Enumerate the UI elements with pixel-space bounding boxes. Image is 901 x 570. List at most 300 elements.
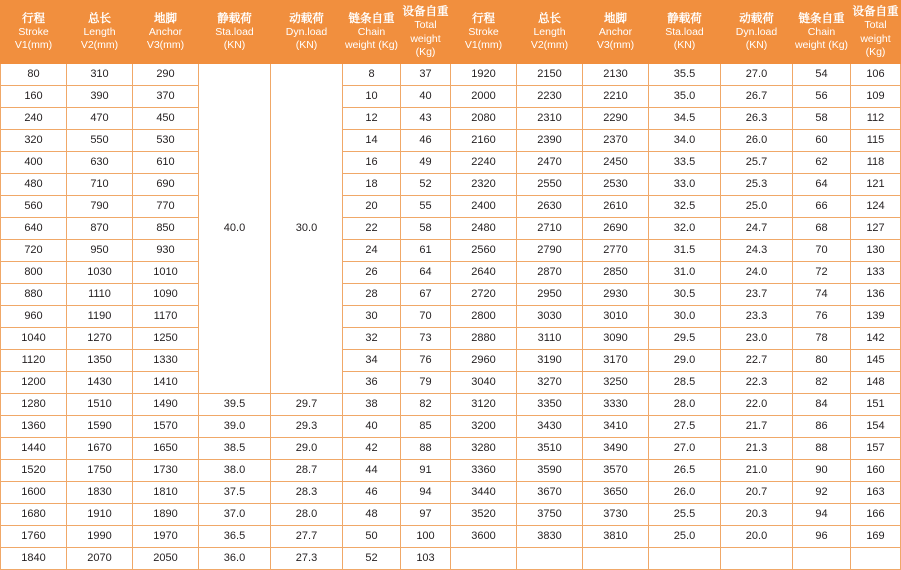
table-row — [1, 327, 901, 349]
header-cn: 动载荷 — [289, 12, 324, 25]
table-row — [1, 305, 901, 327]
header-en: Sta.load — [215, 25, 254, 38]
cell-length-left: 1910 — [67, 503, 133, 525]
cell-anchor-left: 450 — [133, 107, 199, 129]
cell-static-load-left: 38.0 — [199, 459, 271, 481]
cell-static-load-left: 36.0 — [199, 547, 271, 569]
cell-anchor-right: 2290 — [583, 107, 649, 129]
cell-length-left: 390 — [67, 85, 133, 107]
header-en: Total — [864, 19, 887, 32]
cell-total-weight-left: 91 — [401, 459, 451, 481]
cell-length-right: 2230 — [517, 85, 583, 107]
cell-total-weight-right: 106 — [851, 63, 901, 85]
cell-chain-weight-right: 68 — [793, 217, 851, 239]
cell-dynamic-load-left: 29.3 — [271, 415, 343, 437]
cell-chain-weight-left: 32 — [343, 327, 401, 349]
cell-chain-weight-right: 90 — [793, 459, 851, 481]
cell-total-weight-right: 169 — [851, 525, 901, 547]
cell-length-right: 3590 — [517, 459, 583, 481]
cell-length-right — [517, 547, 583, 569]
header-cn: 静载荷 — [217, 12, 252, 25]
cell-chain-weight-left: 16 — [343, 151, 401, 173]
header-unit: (KN) — [295, 39, 318, 52]
cell-anchor-right: 3810 — [583, 525, 649, 547]
cell-stroke-left: 160 — [1, 85, 67, 107]
cell-chain-weight-left: 18 — [343, 173, 401, 195]
cell-chain-weight-left: 40 — [343, 415, 401, 437]
cell-stroke-right: 3040 — [451, 371, 517, 393]
cell-length-left: 2070 — [67, 547, 133, 569]
cell-dynamic-load-right: 27.0 — [721, 63, 793, 85]
column-header-total-weight-left — [401, 1, 451, 64]
column-header-dynamic-load-left — [271, 1, 343, 64]
cell-length-right: 2550 — [517, 173, 583, 195]
cell-total-weight-left: 85 — [401, 415, 451, 437]
cell-static-load-left: 38.5 — [199, 437, 271, 459]
cell-anchor-left: 690 — [133, 173, 199, 195]
cell-total-weight-left: 46 — [401, 129, 451, 151]
cell-total-weight-left: 70 — [401, 305, 451, 327]
cell-chain-weight-right: 56 — [793, 85, 851, 107]
cell-anchor-right: 3010 — [583, 305, 649, 327]
cell-dynamic-load-left: 29.0 — [271, 437, 343, 459]
cell-static-load-right: 32.0 — [649, 217, 721, 239]
cell-stroke-left: 1520 — [1, 459, 67, 481]
cell-total-weight-right: 121 — [851, 173, 901, 195]
cell-length-right: 2870 — [517, 261, 583, 283]
header-en: Length — [83, 25, 116, 38]
cell-length-right: 2790 — [517, 239, 583, 261]
cell-length-left: 1990 — [67, 525, 133, 547]
header-en: Total — [414, 19, 437, 32]
cell-chain-weight-right: 72 — [793, 261, 851, 283]
cell-length-right: 3350 — [517, 393, 583, 415]
column-header-chain-weight-left — [343, 1, 401, 64]
cell-dynamic-load-right: 26.0 — [721, 129, 793, 151]
header-cn: 行程 — [472, 12, 495, 25]
cell-chain-weight-right: 64 — [793, 173, 851, 195]
cell-static-load-right: 31.5 — [649, 239, 721, 261]
header-unit: weight (Kg) — [794, 39, 849, 52]
cell-dynamic-load-left: 28.3 — [271, 481, 343, 503]
cell-length-left: 1830 — [67, 481, 133, 503]
cell-chain-weight-left: 24 — [343, 239, 401, 261]
cell-stroke-right: 2880 — [451, 327, 517, 349]
table-row — [1, 459, 901, 481]
cell-stroke-right: 2240 — [451, 151, 517, 173]
cell-chain-weight-right: 84 — [793, 393, 851, 415]
column-header-anchor-left — [133, 1, 199, 64]
cell-anchor-left: 370 — [133, 85, 199, 107]
cell-total-weight-right: 163 — [851, 481, 901, 503]
cell-dynamic-load-right: 23.7 — [721, 283, 793, 305]
header-unit: (KN) — [673, 39, 696, 52]
cell-dynamic-load-left: 27.7 — [271, 525, 343, 547]
header-row — [1, 1, 901, 64]
cell-length-left: 1750 — [67, 459, 133, 481]
cell-chain-weight-left: 28 — [343, 283, 401, 305]
cell-dynamic-load-left-merged: 30.0 — [271, 63, 343, 393]
header-unit: V3(mm) — [146, 39, 185, 52]
cell-dynamic-load-right: 25.0 — [721, 195, 793, 217]
header-unit: V1(mm) — [14, 39, 53, 52]
cell-anchor-right: 2610 — [583, 195, 649, 217]
cell-anchor-right: 3170 — [583, 349, 649, 371]
cell-stroke-right: 3280 — [451, 437, 517, 459]
cell-length-left: 1110 — [67, 283, 133, 305]
cell-stroke-right: 3520 — [451, 503, 517, 525]
header-cn: 行程 — [22, 12, 45, 25]
cell-static-load-right: 25.5 — [649, 503, 721, 525]
cell-total-weight-right: 154 — [851, 415, 901, 437]
cell-length-right: 3270 — [517, 371, 583, 393]
header-unit: weight (Kg) — [410, 32, 441, 58]
cell-stroke-right: 2800 — [451, 305, 517, 327]
cell-length-left: 870 — [67, 217, 133, 239]
cell-stroke-left: 320 — [1, 129, 67, 151]
cell-length-left: 1510 — [67, 393, 133, 415]
cell-static-load-left: 37.0 — [199, 503, 271, 525]
cell-total-weight-right: 112 — [851, 107, 901, 129]
column-header-static-load-right — [649, 1, 721, 64]
cell-total-weight-right: 118 — [851, 151, 901, 173]
cell-total-weight-right: 133 — [851, 261, 901, 283]
cell-anchor-left: 1490 — [133, 393, 199, 415]
cell-total-weight-left: 52 — [401, 173, 451, 195]
cell-stroke-right: 2640 — [451, 261, 517, 283]
cell-stroke-right — [451, 547, 517, 569]
cell-chain-weight-left: 52 — [343, 547, 401, 569]
cell-static-load-left: 39.5 — [199, 393, 271, 415]
cell-length-left: 470 — [67, 107, 133, 129]
cell-anchor-left: 2050 — [133, 547, 199, 569]
table-row — [1, 239, 901, 261]
cell-anchor-left: 1410 — [133, 371, 199, 393]
header-en: Anchor — [598, 25, 633, 38]
header-unit: (KN) — [745, 39, 768, 52]
table-row — [1, 107, 901, 129]
cell-total-weight-left: 100 — [401, 525, 451, 547]
header-unit: V2(mm) — [80, 39, 119, 52]
cell-static-load-right: 31.0 — [649, 261, 721, 283]
cell-total-weight-right: 127 — [851, 217, 901, 239]
cell-anchor-left: 1570 — [133, 415, 199, 437]
header-cn: 链条自重 — [348, 12, 395, 25]
cell-total-weight-left: 67 — [401, 283, 451, 305]
cell-dynamic-load-right: 23.0 — [721, 327, 793, 349]
cell-stroke-left: 720 — [1, 239, 67, 261]
cell-chain-weight-right: 94 — [793, 503, 851, 525]
cell-static-load-right: 33.5 — [649, 151, 721, 173]
table-row — [1, 151, 901, 173]
cell-anchor-right: 3250 — [583, 371, 649, 393]
cell-stroke-left: 1600 — [1, 481, 67, 503]
table-row — [1, 63, 901, 85]
cell-total-weight-right: 157 — [851, 437, 901, 459]
column-header-stroke-left — [1, 1, 67, 64]
cell-chain-weight-left: 48 — [343, 503, 401, 525]
cell-static-load-right: 28.5 — [649, 371, 721, 393]
cell-static-load-right: 32.5 — [649, 195, 721, 217]
table-row — [1, 547, 901, 569]
cell-length-right: 2630 — [517, 195, 583, 217]
cell-chain-weight-left: 20 — [343, 195, 401, 217]
cell-chain-weight-right: 54 — [793, 63, 851, 85]
cell-chain-weight-right: 96 — [793, 525, 851, 547]
cell-chain-weight-right: 82 — [793, 371, 851, 393]
column-header-length-right — [517, 1, 583, 64]
cell-dynamic-load-left: 28.0 — [271, 503, 343, 525]
cell-stroke-left: 880 — [1, 283, 67, 305]
cell-stroke-left: 560 — [1, 195, 67, 217]
cell-stroke-left: 960 — [1, 305, 67, 327]
cell-anchor-right: 3410 — [583, 415, 649, 437]
cell-anchor-left: 1650 — [133, 437, 199, 459]
cell-length-right: 3510 — [517, 437, 583, 459]
cell-total-weight-right: 160 — [851, 459, 901, 481]
cell-static-load-right: 29.5 — [649, 327, 721, 349]
cell-anchor-left: 770 — [133, 195, 199, 217]
table-row — [1, 195, 901, 217]
cell-dynamic-load-right: 24.3 — [721, 239, 793, 261]
cell-anchor-right: 3090 — [583, 327, 649, 349]
table-row — [1, 371, 901, 393]
header-en: Sta.load — [665, 25, 704, 38]
table-row — [1, 481, 901, 503]
cell-length-right: 2470 — [517, 151, 583, 173]
header-unit: V3(mm) — [596, 39, 635, 52]
header-cn: 动载荷 — [739, 12, 774, 25]
cell-stroke-left: 1040 — [1, 327, 67, 349]
cell-stroke-left: 1120 — [1, 349, 67, 371]
cell-dynamic-load-left: 29.7 — [271, 393, 343, 415]
cell-total-weight-right: 109 — [851, 85, 901, 107]
cell-total-weight-left: 73 — [401, 327, 451, 349]
cell-length-left: 950 — [67, 239, 133, 261]
cell-chain-weight-left: 26 — [343, 261, 401, 283]
cell-total-weight-right: 145 — [851, 349, 901, 371]
cell-stroke-left: 1360 — [1, 415, 67, 437]
table-header — [1, 1, 901, 64]
cell-total-weight-left: 82 — [401, 393, 451, 415]
column-header-length-left — [67, 1, 133, 64]
cell-dynamic-load-right: 25.7 — [721, 151, 793, 173]
cell-anchor-right: 2530 — [583, 173, 649, 195]
column-header-total-weight-right — [851, 1, 901, 64]
header-en: Length — [533, 25, 566, 38]
cell-static-load-right: 35.0 — [649, 85, 721, 107]
cell-stroke-right: 2480 — [451, 217, 517, 239]
cell-static-load-right: 26.5 — [649, 459, 721, 481]
cell-length-left: 1350 — [67, 349, 133, 371]
cell-anchor-right: 2850 — [583, 261, 649, 283]
cell-chain-weight-left: 50 — [343, 525, 401, 547]
cell-dynamic-load-right: 24.7 — [721, 217, 793, 239]
cell-anchor-left: 1250 — [133, 327, 199, 349]
cell-static-load-left: 37.5 — [199, 481, 271, 503]
cell-length-right: 2710 — [517, 217, 583, 239]
cell-dynamic-load-right: 20.0 — [721, 525, 793, 547]
cell-stroke-right: 3600 — [451, 525, 517, 547]
header-unit: weight (Kg) — [344, 39, 399, 52]
cell-stroke-left: 800 — [1, 261, 67, 283]
cell-total-weight-left: 79 — [401, 371, 451, 393]
cell-dynamic-load-right: 21.3 — [721, 437, 793, 459]
cell-chain-weight-right: 86 — [793, 415, 851, 437]
cell-anchor-left: 1730 — [133, 459, 199, 481]
cell-anchor-left: 1330 — [133, 349, 199, 371]
header-cn: 总长 — [538, 12, 561, 25]
table-row — [1, 415, 901, 437]
cell-total-weight-left: 97 — [401, 503, 451, 525]
header-unit: (KN) — [223, 39, 246, 52]
header-en: Chain — [807, 25, 836, 38]
cell-length-left: 1590 — [67, 415, 133, 437]
table-row — [1, 437, 901, 459]
header-cn: 设备自重 — [402, 6, 449, 18]
cell-stroke-left: 1840 — [1, 547, 67, 569]
cell-stroke-left: 1440 — [1, 437, 67, 459]
cell-anchor-right: 2690 — [583, 217, 649, 239]
cell-length-right: 2150 — [517, 63, 583, 85]
cell-stroke-right: 3200 — [451, 415, 517, 437]
cell-stroke-left: 1280 — [1, 393, 67, 415]
header-cn: 地脚 — [154, 12, 177, 25]
cell-anchor-left: 610 — [133, 151, 199, 173]
cell-dynamic-load-right: 25.3 — [721, 173, 793, 195]
cell-anchor-left: 1010 — [133, 261, 199, 283]
cell-length-left: 310 — [67, 63, 133, 85]
cell-anchor-right: 3650 — [583, 481, 649, 503]
cell-stroke-left: 640 — [1, 217, 67, 239]
cell-dynamic-load-right: 26.3 — [721, 107, 793, 129]
header-cn: 链条自重 — [798, 12, 845, 25]
cell-stroke-right: 1920 — [451, 63, 517, 85]
cell-anchor-right: 2370 — [583, 129, 649, 151]
cell-length-left: 1190 — [67, 305, 133, 327]
cell-total-weight-left: 94 — [401, 481, 451, 503]
cell-anchor-right: 2130 — [583, 63, 649, 85]
cell-anchor-left: 850 — [133, 217, 199, 239]
cell-chain-weight-right: 92 — [793, 481, 851, 503]
table-row — [1, 261, 901, 283]
cell-stroke-left: 80 — [1, 63, 67, 85]
cell-length-left: 1030 — [67, 261, 133, 283]
cell-dynamic-load-left: 27.3 — [271, 547, 343, 569]
cell-chain-weight-right: 76 — [793, 305, 851, 327]
cell-chain-weight-left: 36 — [343, 371, 401, 393]
cell-total-weight-left: 103 — [401, 547, 451, 569]
cell-dynamic-load-right: 23.3 — [721, 305, 793, 327]
table-row — [1, 525, 901, 547]
header-cn: 地脚 — [604, 12, 627, 25]
cell-chain-weight-right: 58 — [793, 107, 851, 129]
cell-chain-weight-right: 78 — [793, 327, 851, 349]
cell-static-load-right: 28.0 — [649, 393, 721, 415]
cell-anchor-right — [583, 547, 649, 569]
header-unit: V2(mm) — [530, 39, 569, 52]
cell-stroke-left: 1200 — [1, 371, 67, 393]
cell-total-weight-right: 115 — [851, 129, 901, 151]
cell-static-load-right: 30.5 — [649, 283, 721, 305]
cell-dynamic-load-right: 24.0 — [721, 261, 793, 283]
cell-static-load-right: 30.0 — [649, 305, 721, 327]
cell-total-weight-left: 49 — [401, 151, 451, 173]
cell-anchor-right: 2770 — [583, 239, 649, 261]
table-row — [1, 283, 901, 305]
cell-length-left: 630 — [67, 151, 133, 173]
cell-chain-weight-right: 88 — [793, 437, 851, 459]
cell-total-weight-right: 139 — [851, 305, 901, 327]
cell-total-weight-left: 76 — [401, 349, 451, 371]
header-en: Chain — [357, 25, 386, 38]
cell-total-weight-left: 61 — [401, 239, 451, 261]
cell-chain-weight-right: 66 — [793, 195, 851, 217]
cell-length-right: 3110 — [517, 327, 583, 349]
cell-static-load-left-merged: 40.0 — [199, 63, 271, 393]
cell-length-left: 790 — [67, 195, 133, 217]
header-cn: 设备自重 — [852, 6, 899, 18]
cell-stroke-right: 2720 — [451, 283, 517, 305]
cell-total-weight-right: 148 — [851, 371, 901, 393]
cell-anchor-left: 1890 — [133, 503, 199, 525]
cell-total-weight-right — [851, 547, 901, 569]
table-row — [1, 129, 901, 151]
cell-dynamic-load-right: 21.7 — [721, 415, 793, 437]
cell-anchor-left: 1090 — [133, 283, 199, 305]
cell-total-weight-right: 130 — [851, 239, 901, 261]
cell-total-weight-right: 151 — [851, 393, 901, 415]
cell-stroke-right: 2000 — [451, 85, 517, 107]
table-row — [1, 85, 901, 107]
cell-stroke-right: 3440 — [451, 481, 517, 503]
cell-anchor-left: 1970 — [133, 525, 199, 547]
cell-stroke-right: 3120 — [451, 393, 517, 415]
cell-length-right: 3430 — [517, 415, 583, 437]
cell-static-load-right — [649, 547, 721, 569]
cell-anchor-left: 290 — [133, 63, 199, 85]
cell-anchor-left: 530 — [133, 129, 199, 151]
header-unit: weight (Kg) — [860, 32, 891, 58]
cell-stroke-right: 2400 — [451, 195, 517, 217]
cell-stroke-left: 400 — [1, 151, 67, 173]
cell-chain-weight-right: 70 — [793, 239, 851, 261]
cell-chain-weight-right: 74 — [793, 283, 851, 305]
cell-chain-weight-left: 38 — [343, 393, 401, 415]
cell-static-load-right: 27.0 — [649, 437, 721, 459]
cell-stroke-left: 240 — [1, 107, 67, 129]
cell-anchor-left: 1170 — [133, 305, 199, 327]
cell-dynamic-load-right: 22.7 — [721, 349, 793, 371]
cell-stroke-right: 3360 — [451, 459, 517, 481]
cell-length-left: 1270 — [67, 327, 133, 349]
cell-chain-weight-left: 42 — [343, 437, 401, 459]
cell-total-weight-right: 142 — [851, 327, 901, 349]
table-row — [1, 503, 901, 525]
cell-total-weight-right: 166 — [851, 503, 901, 525]
cell-dynamic-load-left: 28.7 — [271, 459, 343, 481]
header-en: Anchor — [148, 25, 183, 38]
cell-length-right: 2390 — [517, 129, 583, 151]
cell-chain-weight-right — [793, 547, 851, 569]
cell-total-weight-left: 40 — [401, 85, 451, 107]
column-header-anchor-right — [583, 1, 649, 64]
cell-stroke-right: 2320 — [451, 173, 517, 195]
cell-length-right: 2950 — [517, 283, 583, 305]
cell-length-left: 550 — [67, 129, 133, 151]
cell-chain-weight-left: 12 — [343, 107, 401, 129]
cell-chain-weight-left: 44 — [343, 459, 401, 481]
